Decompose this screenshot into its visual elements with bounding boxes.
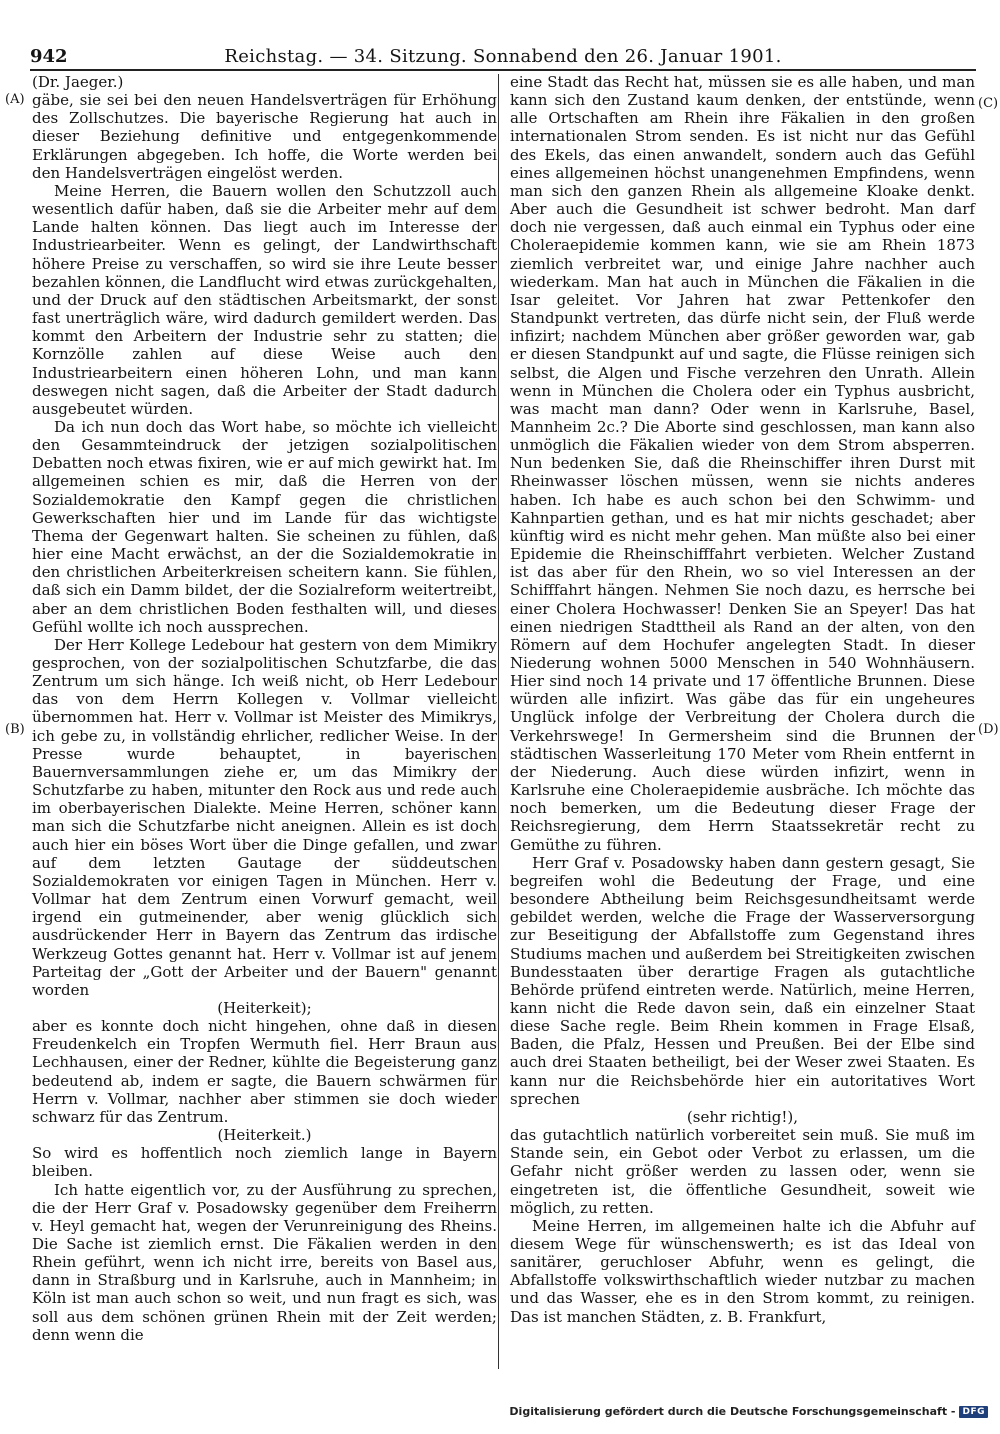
running-head: Reichstag. — 34. Sitzung. Sonnabend den 26. Januar 1901. [224,46,782,67]
speaker-label: (Dr. Jaeger.) [32,73,124,91]
footer-text: Digitalisierung gefördert durch die Deutsche Forschungsgemeinschaft - [509,1405,956,1418]
page-number: 942 [30,46,68,67]
left-paragraph-6: So wird es hoffentlich noch ziemlich lange in Bayern bleiben. [32,1144,497,1181]
dfg-logo: DFG [959,1406,988,1418]
right-column [510,73,975,1326]
column-divider [498,74,499,1369]
interjection-heiterkeit-2: (Heiterkeit.) [217,1126,312,1145]
right-paragraph-4: Meine Herren, im allgemeinen halte ich die Abfuhr auf diesem Wege für wünschenswerth; es ist das Ideal von sanitärer, geruchloser Abfuhr, wenn es gelingt, die Abfallstoffe volkswirthschaftlich wieder nutzbar zu machen und das Wasser, ehe es in den Strom kommt, zu reinigen. Das ist manchen Städten, z. B. Frankfurt, [510,1216,975,1326]
left-paragraph-7: Ich hatte eigentlich vor, zu der Ausführung zu sprechen, die der Herr Graf v. Posadowsky gegenüber dem Freiherrn v. Heyl gemacht hat, wegen der Verunreinigung des Rheins. Die Sache ist ziemlich ernst. Die Fäkalien werden in den Rhein geführt, wenn ich nicht irre, bereits von Basel aus, dann in Straßburg und in Karlsruhe, auch in Mannheim; in Köln ist man auch schon so weit, und nun fragt es sich, was soll aus dem schönen grünen Rhein mit der Zeit werden; denn wenn die [32,1180,497,1344]
left-paragraph-1: gäbe, sie sei bei den neuen Handelsverträgen für Erhöhung des Zollschutzes. Die bayerische Regierung hat auch in dieser Beziehung definitive und entgegenkommende Erklärungen abgegeben. Ich hoffe, die Worte werden bei den Handelsverträgen eingelöst werden. [32,91,497,182]
right-paragraph-2: Herr Graf v. Posadowsky haben dann gestern gesagt, Sie begreifen wohl die Bedeutung der Frage, und eine besondere Abtheilung beim Reichsgesundheitsamt werde gebildet werden, welche die Frage der Wasserversorgung zur Beseitigung der Abfallstoffe zum Gegenstand ihres Studiums machen und außerdem bei Streitigkeiten zwischen Bundesstaaten über derartige Fragen als gutachtliche Behörde prüfend eintreten werde. Natürlich, meine Herren, kann nicht die Rede davon sein, daß ein einzelner Staat diese Sache regle. Beim Rhein kommen in Frage Elsaß, Baden, die Pfalz, Hessen und Preußen. Bei der Elbe sind auch drei Staaten betheiligt, bei der Weser zwei Staaten. Es kann nur die Reichsbehörde hier ein autoritatives Wort sprechen [510,853,975,1108]
footer-credit [509,1405,988,1418]
right-paragraph-1: eine Stadt das Recht hat, müssen sie es alle haben, und man kann sich den Zustand kaum denken, der entstünde, wenn alle Ortschaften am Rhein ihre Fäkalien in den großen internationalen Strom senden. Es ist nicht nur das Gefühl des Ekels, das einen anwandelt, sondern auch das Gefühl eines allgemeinen höchst unangenehmen Empfindens, wenn man sich den ganzen Rhein als allgemeine Kloake denkt. Aber auch die Gesundheit ist schwer bedroht. Man darf doch nie vergessen, daß auch einmal ein Typhus oder eine Choleraepidemie kommen kann, wie sie am Rhein 1873 ziemlich verbreitet war, und einige Jahre nachher auch wiederkam. Man hat auch in München die Fäkalien in die Isar geleitet. Vor Jahren hat zwar Pettenkofer den Standpunkt vertreten, das dürfe nicht sein, der Fluß werde infizirt; nachdem München aber größer geworden war, gab er diesen Standpunkt auf und sagte, die Flüsse reinigen sich selbst, die Algen und Fische verzehren den Unrath. Allein wenn in München die Cholera oder ein Typhus ausbricht, was macht man dann? Oder wenn in Karlsruhe, Basel, Mannheim 2c.? Die Aborte sind geschlossen, man kann also unmöglich die Fäkalien wieder von dem Strom absperren. Nun bedenken Sie, daß die Rheinschiffer ihren Durst mit Rheinwasser löschen müssen, wenn sie nichts anderes haben. Ich habe es auch schon bei den Schwimm- und Kahnpartien gethan, und es hat mir nichts geschadet; aber künftig wird es nicht mehr gehen. Man müßte also bei einer Epidemie die Rheinschifffahrt verbieten. Welcher Zustand ist das aber für den Rhein, wo so viel Interessen an der Schifffahrt hängen. Nehmen Sie noch dazu, es herrsche bei einer Cholera Hochwasser! Denken Sie an Speyer! Das hat einen niedrigen Stadttheil als Rand an der alten, von den Römern auf dem Hochufer angelegten Stadt. In dieser Niederung wohnen 5000 Menschen in 540 Wohnhäusern. Hier sind noch 14 private und 17 öffentliche Brunnen. Diese würden alle infizirt. Was gäbe das für ein ungeheures Unglück infolge der Verbreitung der Cholera durch die Verkehrswege! In Germersheim sind die Brunnen der städtischen Wasserleitung 170 Meter vom Rhein entfernt in der Niederung. Auch diese würden infizirt, wenn in Karlsruhe eine Choleraepidemie ausbräche. Ich möchte das noch bemerken, um die Bedeutung dieser Frage der Reichsregierung, dem Herrn Staatssekretär recht zu Gemüthe zu führen. [510,73,975,854]
left-paragraph-3: Da ich nun doch das Wort habe, so möchte ich vielleicht den Gesammteindruck der jetzigen sozialpolitischen Debatten noch etwas fixiren, wie er auf mich gewirkt hat. Im allgemeinen schien es mir, daß die Herren von der Sozialdemokratie den Kampf gegen die christlichen Gewerkschaften hier und im Lande für das wichtigste Thema der Gegenwart halten. Sie scheinen zu fühlen, daß hier eine Macht erwächst, an der die Sozialdemokratie in den christlichen Arbeiterkreisen scheitern kann. Sie fühlen, daß sich ein Damm bildet, der die Sozialreform weitertreibt, aber an dem christlichen Boden festhalten will, und dieses Gefühl wollte ich noch aussprechen. [32,417,497,636]
page-header [30,44,976,70]
margin-marker-a: (A) [5,92,25,107]
right-paragraph-3: das gutachtlich natürlich vorbereitet sein muß. Sie muß im Stande sein, ein Gebot oder Verbot zu erlassen, um die Gefahr nicht größer werden zu lassen oder, wenn sie eingetreten ist, die öffentliche Gesundheit, soweit wie möglich, zu retten. [510,1126,975,1217]
interjection-heiterkeit-1: (Heiterkeit); [217,998,312,1017]
left-paragraph-4: Der Herr Kollege Ledebour hat gestern von dem Mimikry gesprochen, von der sozialpolitischen Schutzfarbe, die das Zentrum um sich hänge. Ich weiß nicht, ob Herr Ledebour das von dem Herrn Kollegen v. Vollmar vielleicht übernommen hat. Herr v. Vollmar ist Meister des Mimikrys, ich gebe zu, in vollständig ehrlicher, redlicher Weise. In der Presse wurde behauptet, in bayerischen Bauernversammlungen ziehe er, um das Mimikry der Schutzfarbe zu haben, mitunter den Rock aus und rede auch im oberbayerischen Dialekte. Meine Herren, schöner kann man sich die Schutzfarbe nicht aneignen. Allein es ist doch auch hier ein böses Wort über die Dinge gefallen, und zwar auf dem letzten Gautage der süddeutschen Sozialdemokraten vor einigen Tagen in München. Herr v. Vollmar hat dem Zentrum einen Vorwurf gemacht, weil irgend ein gutmeinender, aber wenig glücklich sich ausdrückender Herr in Bayern das Zentrum das irdische Werkzeug Gottes genannt hat. Herr v. Vollmar ist auf jenem Parteitag der „Gott der Arbeiter und der Bauern" genannt worden [32,635,497,999]
left-paragraph-2: Meine Herren, die Bauern wollen den Schutzzoll auch wesentlich dafür haben, daß sie die Arbeiter mehr auf dem Lande halten können. Das liegt auch im Interesse der Industriearbeiter. Wenn es gelingt, der Landwirthschaft höhere Preise zu verschaffen, so wird sie ihre Leute besser bezahlen können, die Landflucht wird etwas zurückgehalten, und der Druck auf den städtischen Arbeitsmarkt, der sonst fast unerträglich wäre, wird dadurch gemildert werden. Das kommt den Arbeitern der Industrie sehr zu statten; die Kornzölle zahlen auf diese Weise auch den Industriearbeitern einen höheren Lohn, und man kann deswegen nicht sagen, daß die Arbeiter der Stadt dadurch ausgebeutet würden. [32,181,497,418]
left-paragraph-5: aber es konnte doch nicht hingehen, ohne daß in diesen Freudenkelch ein Tropfen Wermuth fiel. Herr Braun aus Lechhausen, einer der Redner, kühlte die Begeisterung ganz bedeutend ab, indem er sagte, die Bauern schwärmen für Herrn v. Vollmar, nachher aber stimmen sie doch wieder schwarz für das Zentrum. [32,1017,497,1126]
margin-marker-b: (B) [5,722,25,737]
margin-marker-c: (C) [978,96,999,111]
margin-marker-d: (D) [978,722,999,737]
interjection-sehr-richtig: (sehr richtig!), [686,1107,799,1126]
header-rule [30,69,976,71]
left-column [32,73,497,1344]
